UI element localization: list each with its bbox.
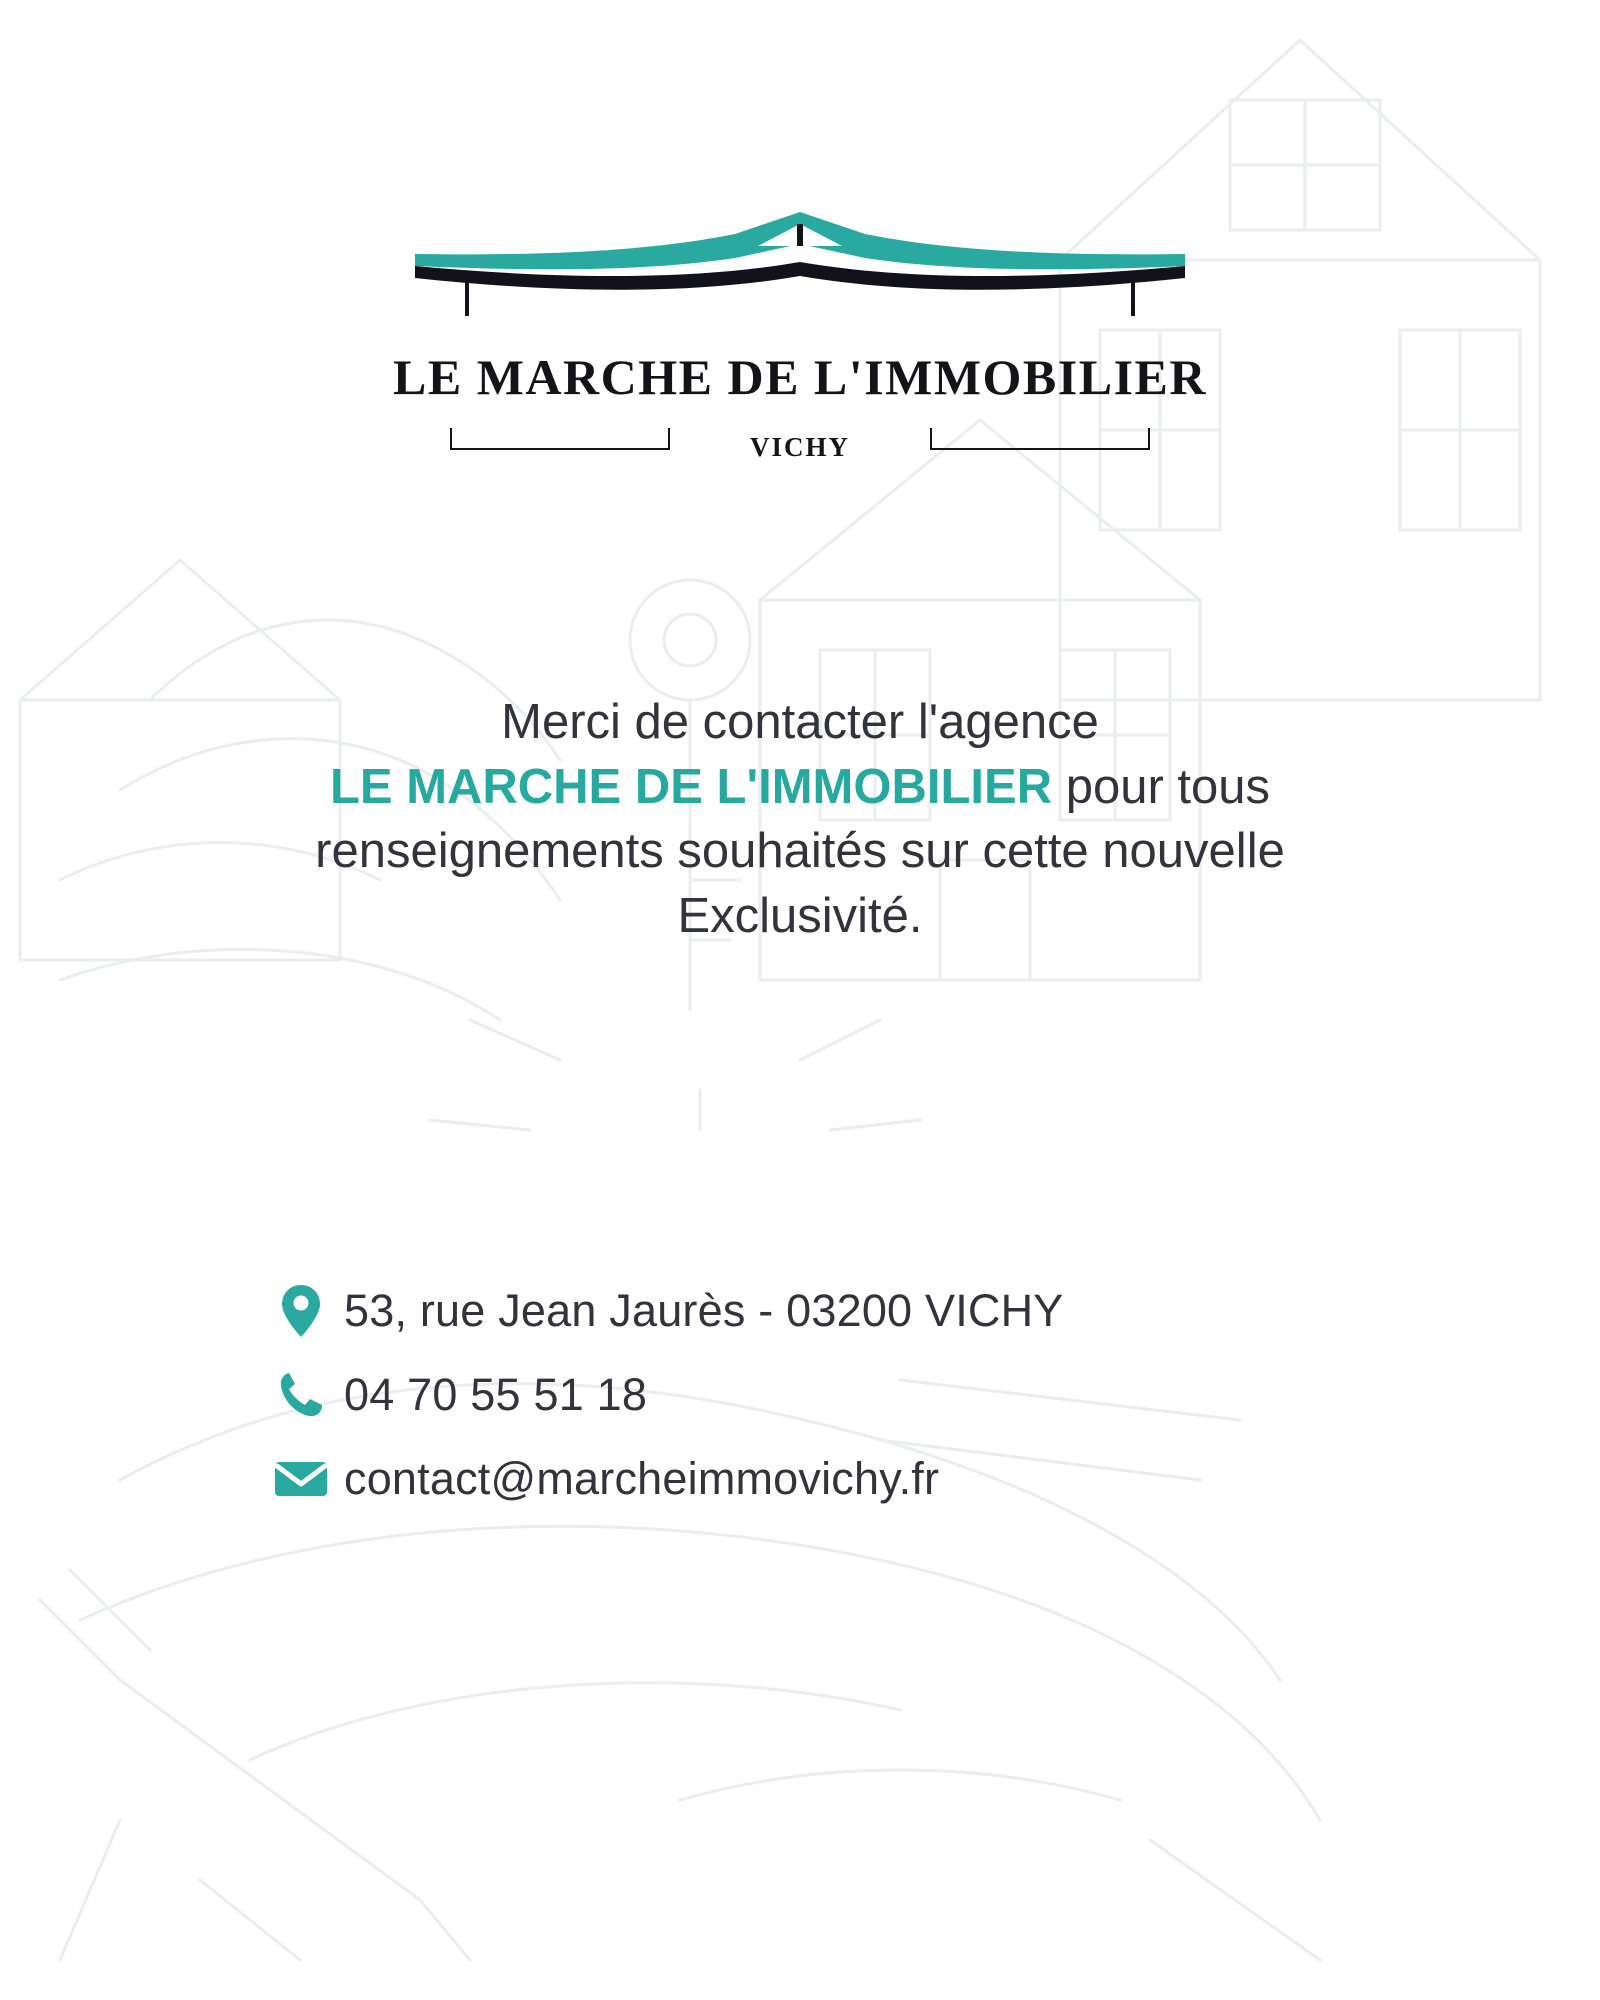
logo-city: VICHY <box>749 432 851 462</box>
roof-logo-icon <box>405 210 1195 320</box>
contact-row-email[interactable] <box>270 1448 1370 1510</box>
logo-title: LE MARCHE DE L'IMMOBILIER <box>393 349 1207 405</box>
contact-phone-text: 04 70 55 51 18 <box>344 1369 648 1420</box>
contact-row-phone[interactable] <box>270 1364 1370 1426</box>
message-brand-name: LE MARCHE DE L'IMMOBILIER <box>329 759 1053 814</box>
envelope-icon <box>270 1448 332 1510</box>
contact-details <box>270 1280 1370 1532</box>
message-after-brand: pour tous <box>1052 759 1271 814</box>
location-pin-icon <box>270 1280 332 1342</box>
message-line-3: renseignements souhaités sur cette nouvelle <box>315 824 1285 879</box>
message-line-1: Merci de contacter l'agence <box>501 695 1099 749</box>
logo-subline <box>450 428 1150 468</box>
message-line-4: Exclusivité. <box>677 889 923 944</box>
phone-icon <box>270 1364 332 1426</box>
agency-logo <box>0 210 1600 468</box>
contact-address-text: 53, rue Jean Jaurès - 03200 VICHY <box>344 1285 1064 1336</box>
contact-email-text: contact@marcheimmovichy.fr <box>344 1453 940 1504</box>
logo-bracket-right <box>930 428 1150 450</box>
contact-row-address <box>270 1280 1370 1342</box>
logo-bracket-left <box>450 428 670 450</box>
contact-message <box>80 690 1520 949</box>
